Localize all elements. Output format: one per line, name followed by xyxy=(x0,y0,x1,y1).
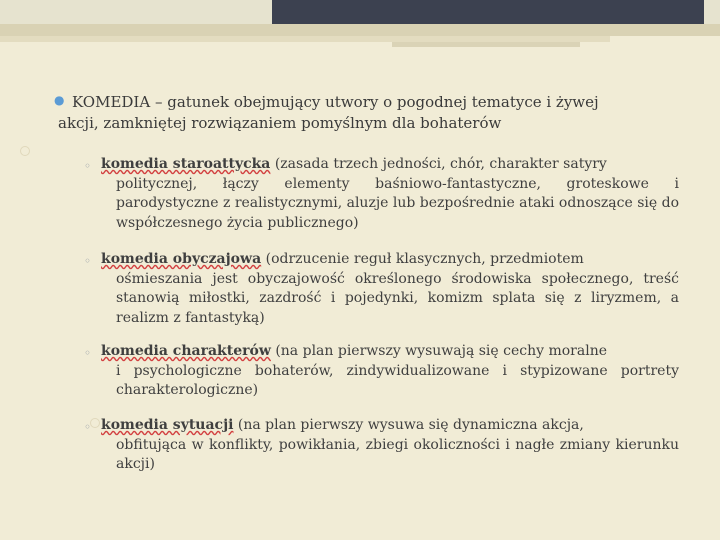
decor-dot xyxy=(20,146,30,156)
item-term: komedia charakterów xyxy=(101,343,271,359)
circle-bullet-icon: ◦ xyxy=(84,346,92,360)
list-item xyxy=(101,416,679,475)
bullet-dot-icon: ● xyxy=(54,93,65,107)
item-first-line: (na plan pierwszy wysuwa się dynamiczna akcja, xyxy=(233,417,584,433)
list-item xyxy=(101,155,679,233)
item-first-line: (odrzucenie reguł klasycznych, przedmiotem xyxy=(261,251,584,267)
item-first-line: (na plan pierwszy wysuwają się cechy moralne xyxy=(270,343,607,359)
header-decor-line xyxy=(392,42,580,47)
item-first-line: (zasada trzech jedności, chór, charakter satyry xyxy=(270,156,607,172)
list-item xyxy=(101,250,679,328)
list-item xyxy=(101,342,679,401)
item-term: komedia obyczajowa xyxy=(101,251,262,267)
item-description: ośmieszania jest obyczajowość określonego środowiska społecznego, treść stanowią miłostki, zazdrość i pojedynki, komizm splata się z liryzmem, a realizm z fantastyką) xyxy=(116,270,679,326)
main-definition xyxy=(58,92,672,134)
item-description: i psychologiczne bohaterów, zindywidualizowane i stypizowane portrety charakterologiczne) xyxy=(116,362,679,398)
main-term: KOMEDIA xyxy=(72,93,151,111)
item-term: komedia staroattycka xyxy=(101,156,271,172)
item-description: politycznej, łączy elementy baśniowo-fantastyczne, groteskowe i parodystyczne z realistycznymi, aluzje lub bezpośrednie ataki odnoszące się do współczesnego życia publicznego) xyxy=(116,175,680,231)
main-text-line2: akcji, zamkniętej rozwiązaniem pomyślnym dla bohaterów xyxy=(58,114,502,132)
circle-bullet-icon: ◦ xyxy=(84,254,92,268)
circle-bullet-icon: ◦ xyxy=(84,159,92,173)
header-dark-block xyxy=(272,0,704,24)
circle-bullet-icon: ◦ xyxy=(84,420,92,434)
item-term: komedia sytuacji xyxy=(101,417,234,433)
item-description: obfitująca w konflikty, powikłania, zbiegi okoliczności i nagłe zmiany kierunku akcji) xyxy=(116,436,679,472)
decor-dot xyxy=(90,418,100,428)
header-accent-band xyxy=(0,24,720,36)
main-text-line1: – gatunek obejmujący utwory o pogodnej tematyce i żywej xyxy=(150,93,599,111)
